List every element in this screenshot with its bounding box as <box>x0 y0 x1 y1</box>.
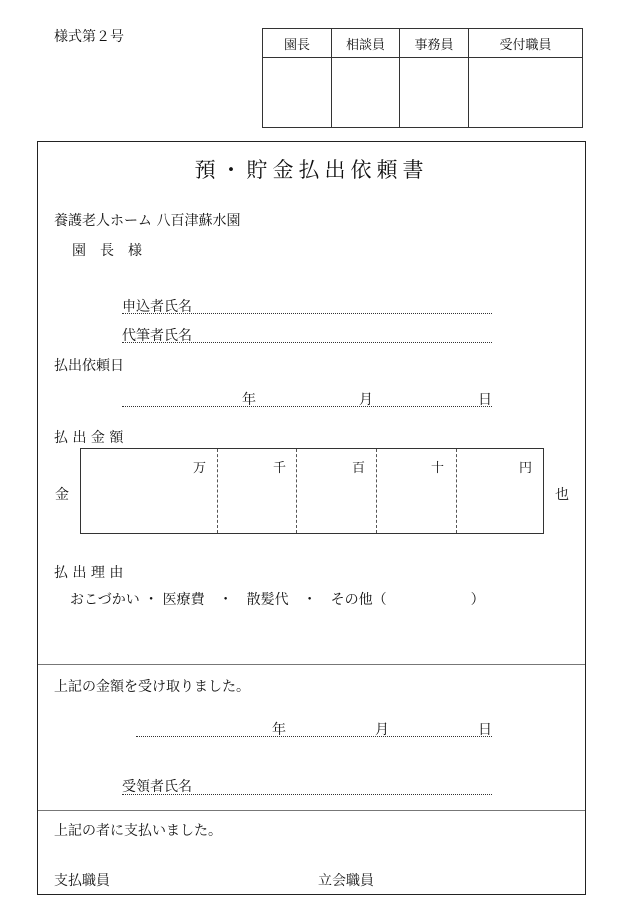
stamp-cell-counselor[interactable] <box>332 58 400 128</box>
approval-header-director: 園長 <box>263 29 332 58</box>
payer-staff-label: 支払職員 <box>54 873 110 889</box>
stamp-cell-clerk[interactable] <box>400 58 469 128</box>
amount-divider <box>296 449 297 533</box>
applicant-name-label: 申込者氏名 <box>122 299 192 315</box>
amount-divider <box>376 449 377 533</box>
payment-statement: 上記の者に支払いました。 <box>54 823 222 839</box>
amount-label: 払 出 金 額 <box>54 430 124 446</box>
section-divider <box>38 664 585 665</box>
unit-man: 万 <box>193 461 207 476</box>
approval-header-clerk: 事務員 <box>400 29 469 58</box>
amount-divider <box>456 449 457 533</box>
receipt-year-label: 年 <box>272 722 286 738</box>
withdraw-date-field[interactable] <box>122 406 492 407</box>
withdraw-date-label: 払出依頼日 <box>54 358 124 374</box>
amount-suffix: 也 <box>555 487 569 503</box>
approval-header-reception: 受付職員 <box>469 29 583 58</box>
witness-staff-label: 立会職員 <box>318 873 374 889</box>
receipt-date-field[interactable] <box>136 736 492 737</box>
withdraw-day-label: 日 <box>478 392 492 408</box>
unit-hyaku: 百 <box>352 461 366 476</box>
unit-en: 円 <box>519 461 533 476</box>
receiver-name-label: 受領者氏名 <box>122 779 192 795</box>
receipt-statement: 上記の金額を受け取りました。 <box>54 679 250 695</box>
receiver-name-field[interactable] <box>122 794 492 795</box>
proxy-name-label: 代筆者氏名 <box>122 328 192 344</box>
amount-divider <box>217 449 218 533</box>
stamp-cell-director[interactable] <box>263 58 332 128</box>
approval-header-counselor: 相談員 <box>332 29 400 58</box>
facility-name: 養護老人ホーム 八百津蘇水園 <box>54 213 241 229</box>
proxy-name-field[interactable] <box>122 342 492 343</box>
section-divider <box>38 810 585 811</box>
recipient-salutation: 園 長 様 <box>72 243 142 259</box>
withdraw-year-label: 年 <box>242 392 256 408</box>
amount-box[interactable] <box>80 448 544 534</box>
approval-stamp-table <box>262 28 583 128</box>
receipt-month-label: 月 <box>375 722 389 738</box>
form-title: 預・貯金払出依頼書 <box>194 158 429 182</box>
reason-options[interactable]: おこづかい ・ 医療費 ・ 散髪代 ・ その他（ ） <box>70 592 485 608</box>
form-number: 様式第２号 <box>54 29 124 45</box>
amount-prefix: 金 <box>55 487 69 503</box>
unit-juu: 十 <box>431 461 445 476</box>
stamp-cell-reception[interactable] <box>469 58 583 128</box>
reason-label: 払 出 理 由 <box>54 565 124 581</box>
withdraw-month-label: 月 <box>359 392 373 408</box>
receipt-day-label: 日 <box>478 722 492 738</box>
applicant-name-field[interactable] <box>122 313 492 314</box>
unit-sen: 千 <box>273 461 287 476</box>
